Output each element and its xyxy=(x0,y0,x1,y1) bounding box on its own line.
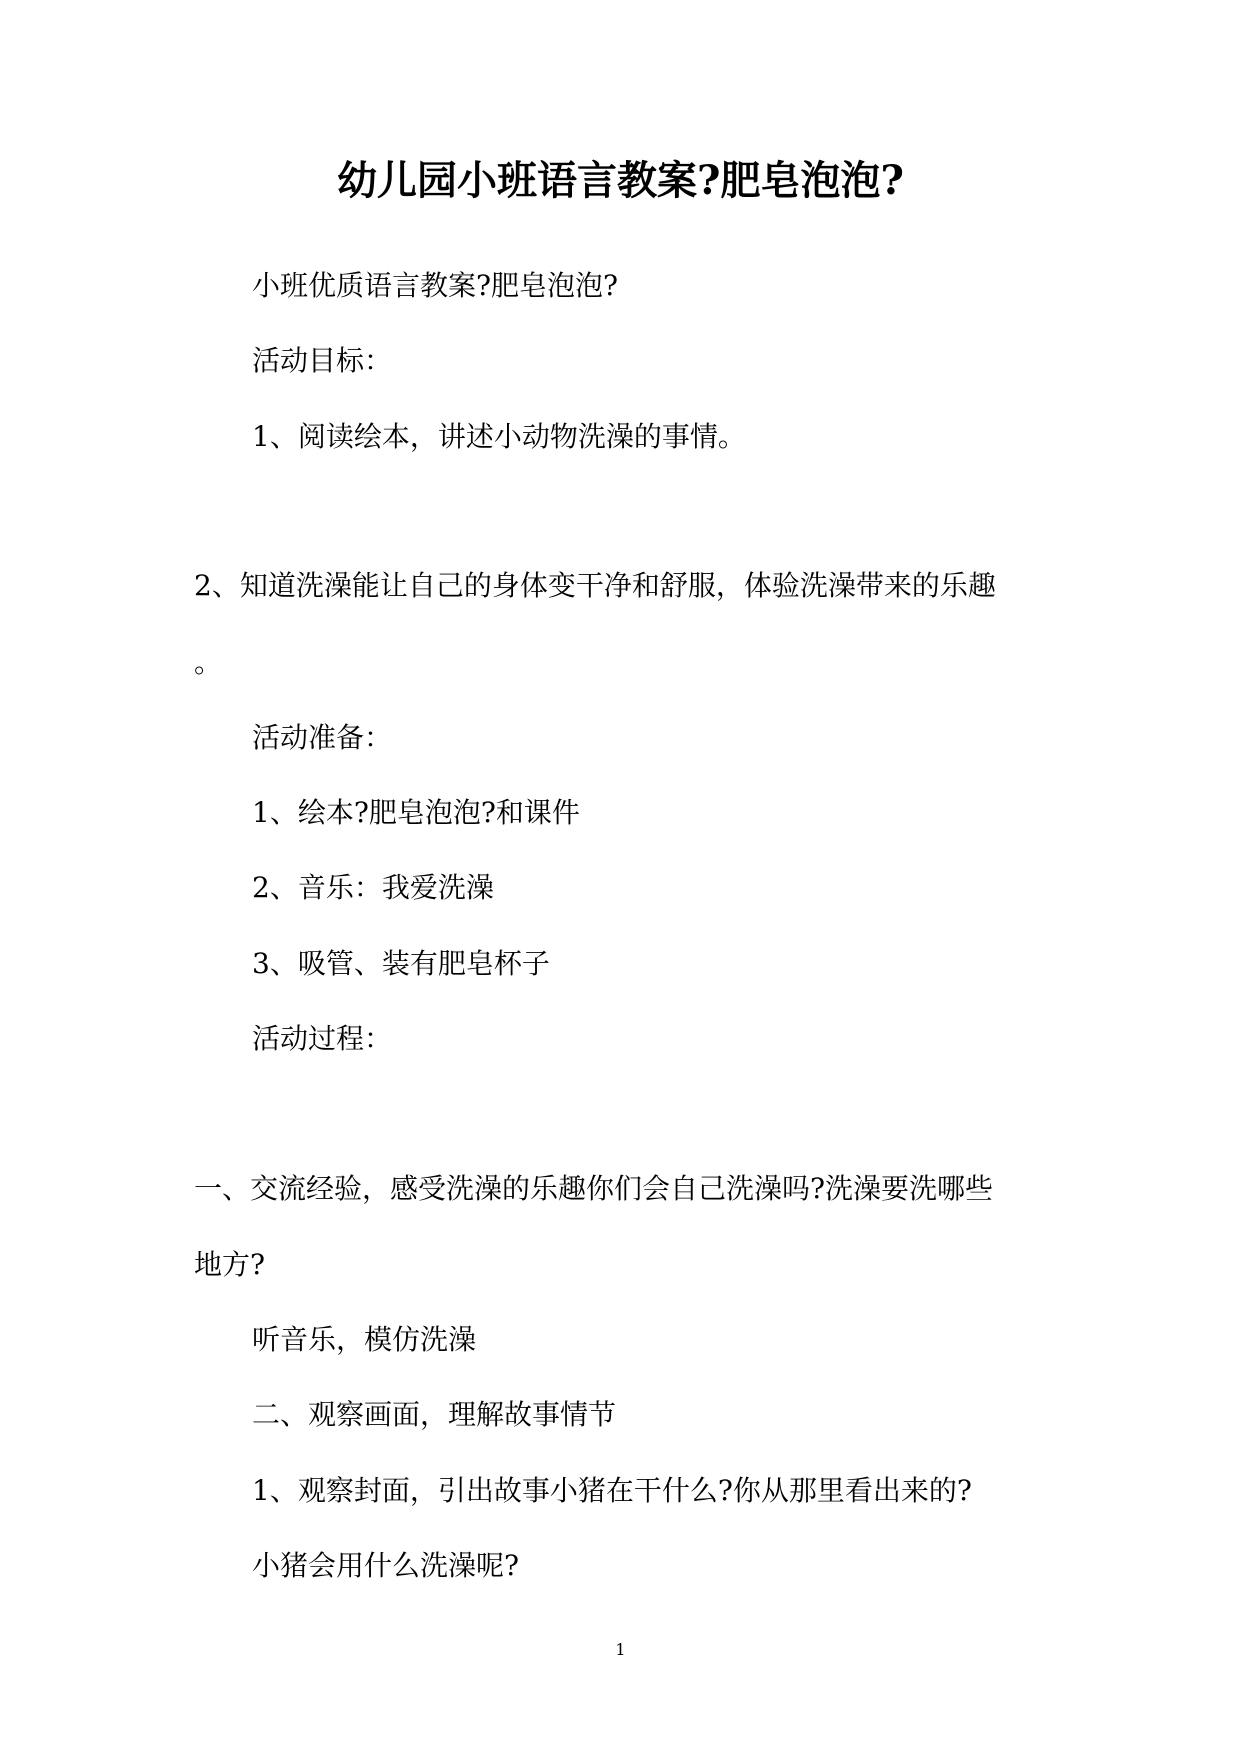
process-step-2-item-1: 1、观察封面，引出故事小猪在干什么?你从那里看出来的? xyxy=(252,1474,972,1507)
goal-item-2: 2、知道洗澡能让自己的身体变干净和舒服，体验洗澡带来的乐趣 xyxy=(194,569,996,602)
process-step-1: 一、交流经验，感受洗澡的乐趣你们会自己洗澡吗?洗澡要洗哪些 xyxy=(194,1172,994,1205)
process-step-2: 二、观察画面，理解故事情节 xyxy=(252,1398,617,1431)
process-note-music: 听音乐，模仿洗澡 xyxy=(252,1323,477,1356)
page-number: 1 xyxy=(615,1640,626,1659)
preparation-item-1: 1、绘本?肥皂泡泡?和课件 xyxy=(252,796,580,829)
section-heading-process: 活动过程： xyxy=(252,1022,393,1055)
process-step-1-continuation: 地方? xyxy=(194,1248,266,1281)
preparation-item-3: 3、吸管、装有肥皂杯子 xyxy=(252,947,550,980)
section-heading-preparation: 活动准备： xyxy=(252,721,393,754)
process-step-2-question: 小猪会用什么洗澡呢? xyxy=(252,1549,520,1582)
preparation-item-2: 2、音乐：我爱洗澡 xyxy=(252,871,494,904)
goal-item-2-continuation: 。 xyxy=(194,646,223,679)
document-title: 幼儿园小班语言教案?肥皂泡泡? xyxy=(337,157,904,204)
section-heading-goals: 活动目标： xyxy=(252,344,393,377)
goal-item-1: 1、阅读绘本，讲述小动物洗澡的事情。 xyxy=(252,420,746,453)
subtitle-line: 小班优质语言教案?肥皂泡泡? xyxy=(252,269,619,302)
